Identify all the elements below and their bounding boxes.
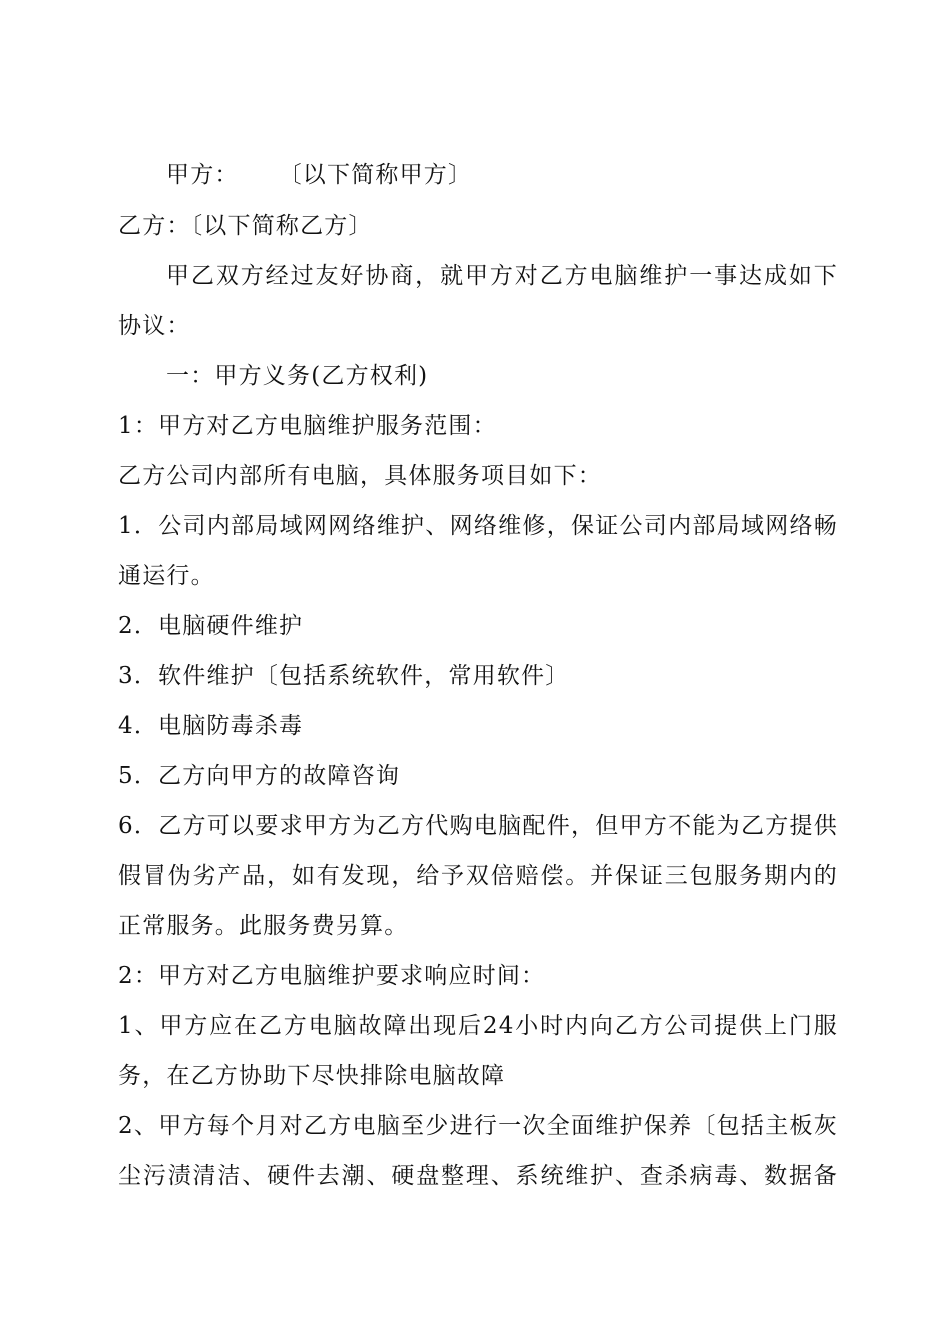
party-a-note: 〔以下简称甲方〕	[278, 162, 473, 188]
party-a-line	[166, 155, 838, 195]
item-4: 4．电脑防毒杀毒	[118, 713, 304, 739]
item-1-line-1: 1．公司内部局域网网络维护、网络维修，保证公司内部局域网络畅	[118, 513, 838, 539]
item-5: 5．乙方向甲方的故障咨询	[118, 763, 401, 789]
item-6-line-3: 正常服务。此服务费另算。	[118, 913, 409, 939]
item-6-line-2: 假冒伪劣产品，如有发现，给予双倍赔偿。并保证三包服务期内的	[118, 863, 838, 889]
item-6-line-1: 6．乙方可以要求甲方为乙方代购电脑配件，但甲方不能为乙方提供	[118, 813, 838, 839]
intro-line-1: 甲乙双方经过友好协商，就甲方对乙方电脑维护一事达成如下	[166, 263, 838, 289]
item-3: 3．软件维护〔包括系统软件，常用软件〕	[118, 663, 570, 689]
party-a-label: 甲方：	[166, 162, 239, 188]
clause-1-title: 1：甲方对乙方电脑维护服务范围：	[118, 413, 497, 439]
intro-line-2: 协议：	[118, 313, 191, 339]
clause-2-title: 2：甲方对乙方电脑维护要求响应时间：	[118, 963, 546, 989]
scope-intro: 乙方公司内部所有电脑，具体服务项目如下：	[118, 463, 602, 489]
party-b-line: 乙方：〔以下简称乙方〕	[118, 213, 373, 239]
response-2-line-1: 2、甲方每个月对乙方电脑至少进行一次全面维护保养〔包括主板灰	[118, 1113, 838, 1139]
response-1-line-2: 务，在乙方协助下尽快排除电脑故障	[118, 1063, 506, 1089]
section-1-title: 一：甲方义务(乙方权利)	[166, 363, 429, 389]
response-1-line-1: 1、甲方应在乙方电脑故障出现后24小时内向乙方公司提供上门服	[118, 1013, 838, 1039]
item-2: 2．电脑硬件维护	[118, 613, 304, 639]
response-2-line-2: 尘污渍清洁、硬件去潮、硬盘整理、系统维护、查杀病毒、数据备	[118, 1163, 838, 1189]
item-1-line-2: 通运行。	[118, 563, 215, 589]
